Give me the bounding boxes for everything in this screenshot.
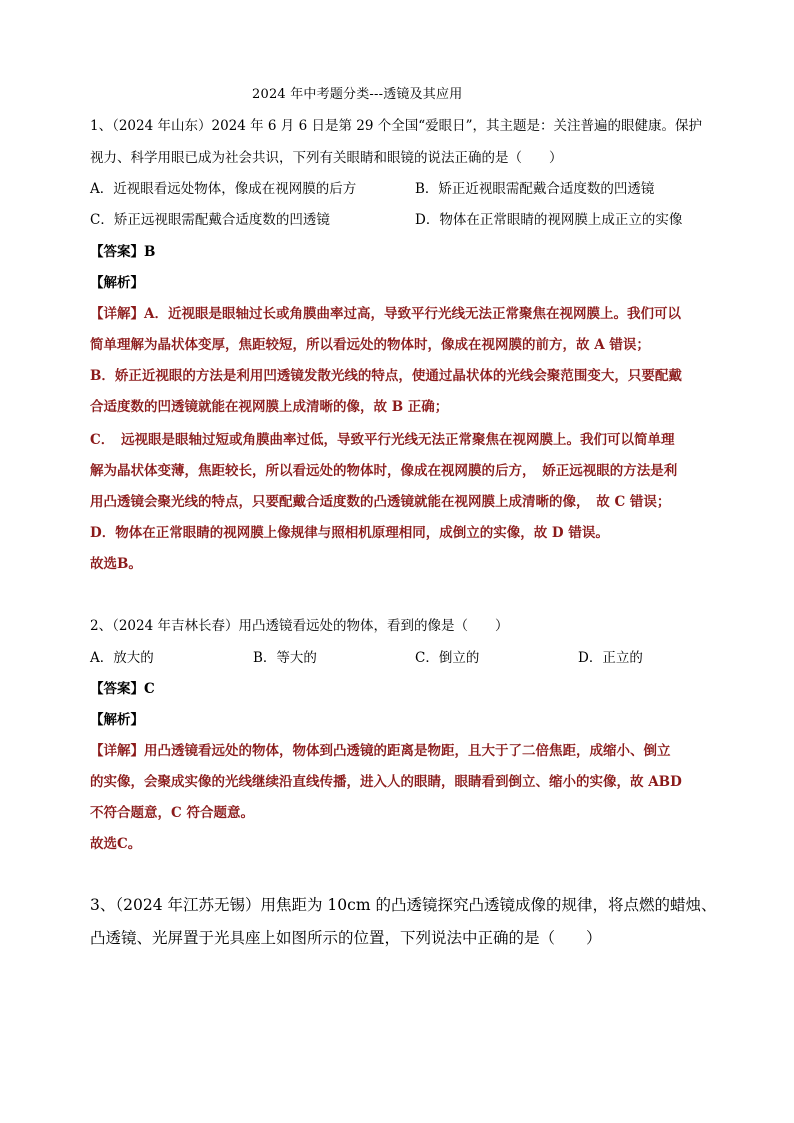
q1-option-b: B．矫正近视眼需配戴合适度数的凹透镜 [415, 181, 655, 197]
q2-option-d: D．正立的 [578, 650, 643, 666]
q1-detail-line: 解为晶状体变薄，焦距较长，所以看远处的物体时，像成在视网膜的后方， 娇正远视眼的方法是利 [90, 463, 678, 479]
q1-detail-line: 用凸透镜会聚光线的特点，只要配戴合适度数的凸透镜就能在视网膜上成清晰的像， 故 C 错误； [90, 494, 671, 510]
q1-detail-line: 简单理解为晶状体变厚，焦距较短，所以看远处的物体时，像成在视网膜的前方，故 A 错误； [90, 337, 650, 353]
q2-answer: 【答案】C [90, 681, 155, 697]
q1-analysis-label: 【解析】 [90, 275, 144, 291]
q2-option-b: B．等大的 [253, 650, 317, 666]
q1-stem-line2: 视力、科学用眼已成为社会共识，下列有关眼睛和眼镜的说法正确的是（ ） [90, 150, 563, 166]
q2-conclusion: 故选C。 [90, 836, 142, 852]
q2-option-c: C．倒立的 [415, 650, 480, 666]
q1-detail-line: D．物体在正常眼睛的视网膜上像规律与照相机原理相同，成倒立的实像，故 D 错误。 [90, 525, 609, 541]
q1-detail-line: B．娇正近视眼的方法是利用凹透镜发散光线的特点，使通过晶状体的光线会聚范围变大，只要配戴 [90, 368, 682, 384]
q3-stem-line2: 凸透镜、光屏置于光具座上如图所示的位置，下列说法中正确的是（ ） [90, 929, 602, 947]
q1-option-d: D．物体在正常眼睛的视网膜上成正立的实像 [415, 212, 683, 228]
q2-stem: 2、（2024 年吉林长春）用凸透镜看远处的物体，看到的像是（ ） [90, 618, 509, 634]
q1-detail-line: 【详解】A．近视眼是眼轴过长或角膜曲率过高，导致平行光线无法正常聚焦在视网膜上。我们可以 [90, 306, 681, 322]
q1-detail-line: 合适度数的凹透镜就能在视网膜上成清晰的像，故 B 正确； [90, 399, 449, 415]
q2-option-a: A．放大的 [90, 650, 154, 666]
q2-detail-line: 【详解】用凸透镜看远处的物体，物体到凸透镜的距离是物距，且大于了二倍焦距，成缩小、倒立 [90, 743, 671, 759]
q1-option-a: A．近视眼看远处物体，像成在视网膜的后方 [90, 181, 357, 197]
q2-detail-line: 的实像，会聚成实像的光线继续沿直线传播，进入人的眼睛，眼睛看到倒立、缩小的实像，故 ABD [90, 774, 682, 790]
q1-conclusion: 故选B。 [90, 556, 142, 572]
q1-detail-line: C． 远视眼是眼轴过短或角膜曲率过低，导致平行光线无法正常聚焦在视网膜上。我们可以简单理 [90, 432, 675, 448]
page-title: 2024 年中考题分类---透镜及其应用 [252, 87, 463, 102]
q2-analysis-label: 【解析】 [90, 712, 144, 728]
q3-stem-line1: 3、（2024 年江苏无锡）用焦距为 10cm 的凸透镜探究凸透镜成像的规律，将点燃的蜡烛、 [90, 896, 717, 914]
q2-detail-line: 不符合题意，C 符合题意。 [90, 805, 254, 821]
q1-option-c: C．矫正远视眼需配戴合适度数的凹透镜 [90, 212, 330, 228]
q1-answer: 【答案】B [90, 244, 156, 260]
q1-stem-line1: 1、（2024 年山东）2024 年 6 月 6 日是第 29 个全国“爱眼日”，其主题是：关注普遍的眼健康。保护 [90, 118, 703, 134]
